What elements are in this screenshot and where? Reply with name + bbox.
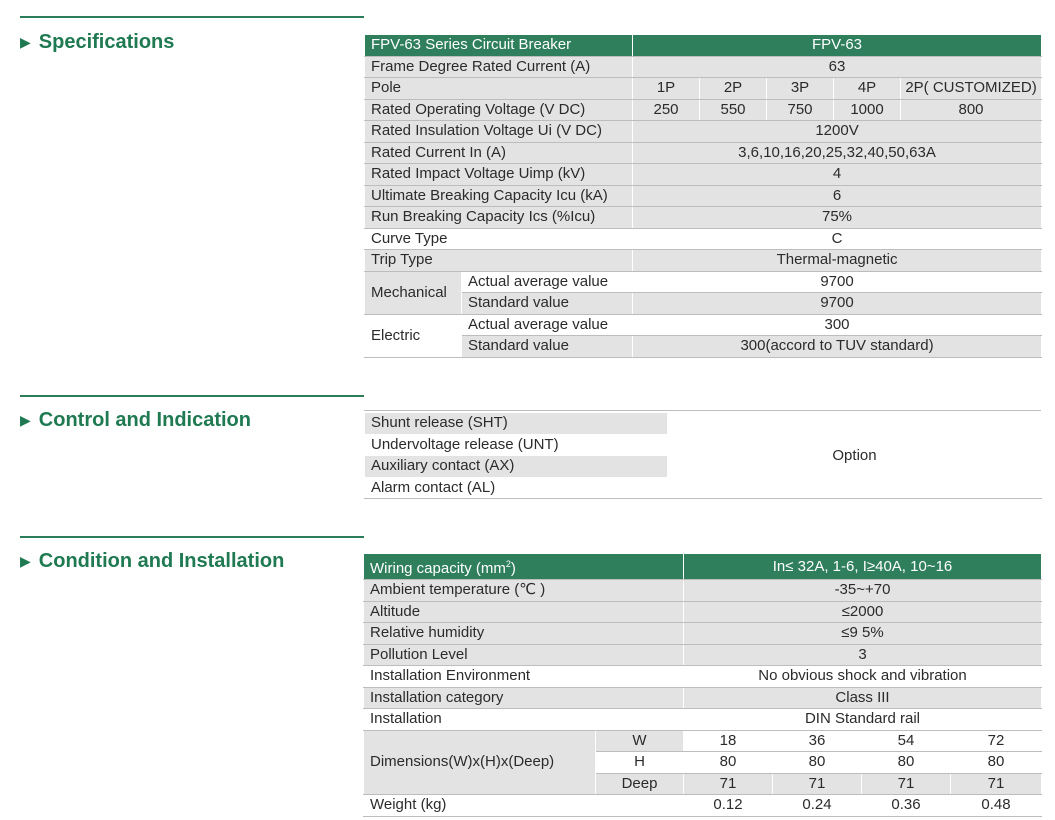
header-cell: In≤ 32A, 1-6, I≥40A, 10~16 (684, 554, 1042, 580)
table-row: Installation DIN Standard rail (364, 709, 1042, 731)
table-row: Rated Operating Voltage (V DC) 250 550 750 1000 800 (365, 99, 1042, 121)
table-row: Installation Environment No obvious shock and vibration (364, 666, 1042, 688)
table-row: Frame Degree Rated Current (A) 63 (365, 56, 1042, 78)
section-divider (20, 395, 364, 397)
section-title-text: Condition and Installation (38, 550, 285, 572)
section-title-control (20, 409, 251, 432)
header-cell: Wiring capacity $(mm^2)$ (364, 554, 684, 580)
section-title-text: Specifications (38, 31, 175, 53)
header-cell: FPV-63 Series Circuit Breaker (365, 35, 633, 57)
table-row: Relative humidity ≤9 5% (364, 623, 1042, 645)
table-row: Installation category Class III (364, 687, 1042, 709)
table-row: Ambient temperature (℃ ) -35~+70 (364, 580, 1042, 602)
triangle-icon: ▶ (20, 553, 31, 569)
table-row: Dimensions(W)x(H)x(Deep) W 18 36 54 72 (364, 730, 1042, 752)
section-divider (20, 536, 364, 538)
table-row: Trip Type Thermal-magnetic (365, 250, 1042, 272)
table-row: Mechanical Actual average value 9700 (365, 271, 1042, 293)
table-header-row (365, 35, 1042, 57)
table-row: Pole 1P 2P 3P 4P 2P( CUSTOMIZED) (365, 78, 1042, 100)
table-row: Standard value 9700 (365, 293, 1042, 315)
condition-table (363, 553, 1042, 817)
triangle-icon: ▶ (20, 34, 31, 50)
table-row: Altitude ≤2000 (364, 601, 1042, 623)
table-row: Rated Current In (A) 3,6,10,16,20,25,32,40,50,63A (365, 142, 1042, 164)
table-row: Standard value 300(accord to TUV standard) (365, 336, 1042, 358)
section-divider (20, 16, 364, 18)
table-row: Auxiliary contact (AX) (365, 456, 1042, 478)
option-cell: Option (668, 413, 1042, 499)
table-row: Undervoltage release (UNT) (365, 434, 1042, 456)
table-row: Ultimate Breaking Capacity Icu (kA) 6 (365, 185, 1042, 207)
section-title-specifications (20, 31, 174, 54)
table-row: Rated Impact Voltage Uimp (kV) 4 (365, 164, 1042, 186)
table-row: Shunt release (SHT) Option (365, 413, 1042, 435)
table-row: Rated Insulation Voltage Ui (V DC) 1200V (365, 121, 1042, 143)
control-table (364, 412, 1042, 499)
table-header-row (364, 554, 1042, 580)
table-row: H 80 80 80 80 (364, 752, 1042, 774)
table-top-border (364, 410, 1041, 411)
table-row: Deep 71 71 71 71 (364, 773, 1042, 795)
section-title-text: Control and Indication (38, 409, 251, 431)
specifications-table (364, 34, 1042, 358)
section-title-condition (20, 550, 284, 573)
table-row: Weight (kg) 0.12 0.24 0.36 0.48 (364, 795, 1042, 817)
table-row: Alarm contact (AL) (365, 477, 1042, 499)
header-cell: FPV-63 (633, 35, 1042, 57)
triangle-icon: ▶ (20, 412, 31, 428)
table-row: Curve Type C (365, 228, 1042, 250)
table-row: Pollution Level 3 (364, 644, 1042, 666)
table-row: Run Breaking Capacity Ics (%Icu) 75% (365, 207, 1042, 229)
table-row: Electric Actual average value 300 (365, 314, 1042, 336)
